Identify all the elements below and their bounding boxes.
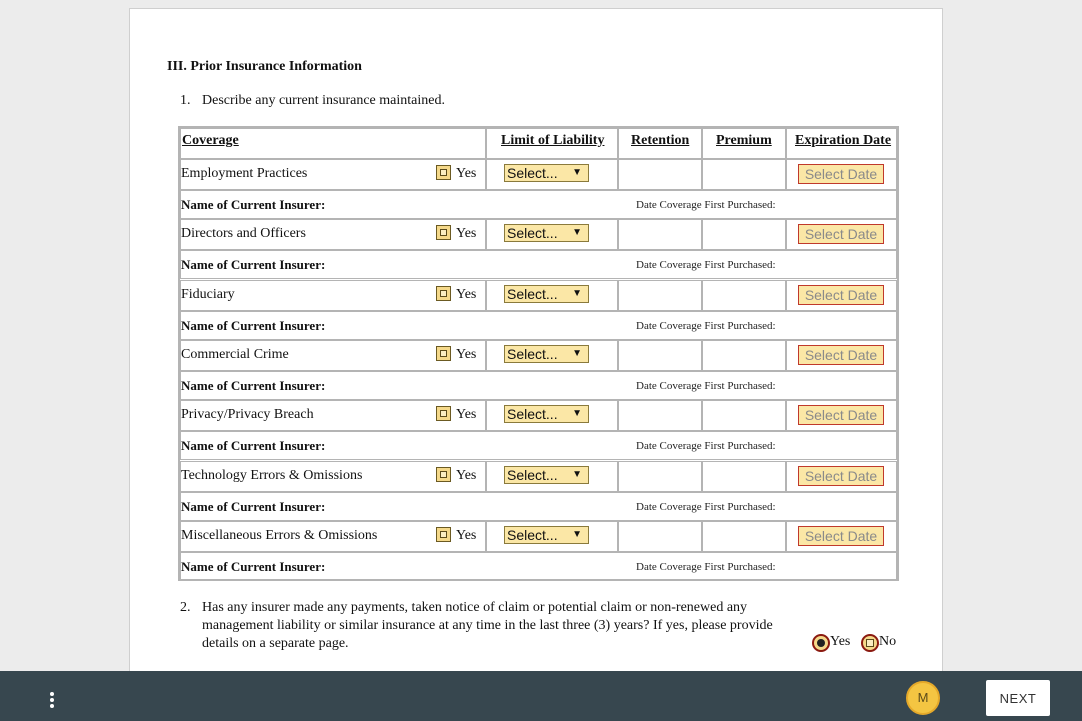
coverage-row-3-col-2 [618, 340, 702, 371]
prior-insurance-table [178, 126, 899, 581]
coverage-label: Privacy/Privacy Breach [181, 407, 314, 422]
radio-no-label: No [879, 634, 897, 649]
chevron-down-icon: ▼ [572, 348, 582, 359]
select-label: Select... [507, 406, 558, 422]
header-coverage: Coverage [182, 133, 239, 148]
coverage-row-4-col-3 [702, 400, 786, 431]
select-label: Select... [507, 286, 558, 302]
expiration-date-picker[interactable]: Select Date [798, 285, 884, 305]
header-cell-premium [702, 128, 786, 159]
header-cell-retention [618, 128, 702, 159]
coverage-label: Miscellaneous Errors & Omissions [181, 528, 378, 543]
coverage-label: Employment Practices [181, 166, 308, 181]
chevron-down-icon: ▼ [572, 529, 582, 540]
more-vert-icon[interactable] [47, 688, 57, 708]
question-1-number: 1. [180, 93, 191, 108]
coverage-yes-checkbox[interactable] [436, 225, 451, 240]
form-page [129, 8, 943, 688]
limit-of-liability-select[interactable] [504, 224, 589, 242]
chevron-down-icon: ▼ [572, 288, 582, 299]
coverage-yes-checkbox[interactable] [436, 286, 451, 301]
select-label: Select... [507, 225, 558, 241]
current-insurer-label: Name of Current Insurer: [181, 438, 326, 453]
coverage-yes-label: Yes [456, 528, 477, 543]
coverage-row-2-col-3 [702, 280, 786, 311]
coverage-yes-label: Yes [456, 226, 477, 241]
current-insurer-label: Name of Current Insurer: [181, 499, 326, 514]
limit-of-liability-select[interactable] [504, 285, 589, 303]
select-label: Select... [507, 527, 558, 543]
limit-of-liability-select[interactable] [504, 466, 589, 484]
coverage-row-6-col-3 [702, 521, 786, 552]
coverage-row-0-col-3 [702, 159, 786, 190]
date-first-purchased-label: Date Coverage First Purchased: [636, 320, 776, 332]
coverage-row-4-col-2 [618, 400, 702, 431]
current-insurer-label: Name of Current Insurer: [181, 318, 326, 333]
chevron-down-icon: ▼ [572, 167, 582, 178]
coverage-row-1-col-2 [618, 219, 702, 250]
coverage-label: Technology Errors & Omissions [181, 468, 363, 483]
chevron-down-icon: ▼ [572, 408, 582, 419]
coverage-yes-checkbox[interactable] [436, 406, 451, 421]
current-insurer-label: Name of Current Insurer: [181, 257, 326, 272]
coverage-yes-checkbox[interactable] [436, 527, 451, 542]
radio-no[interactable] [861, 634, 879, 652]
coverage-row-2-col-2 [618, 280, 702, 311]
next-button[interactable]: NEXT [986, 680, 1050, 716]
header-limit: Limit of Liability [501, 133, 605, 148]
header-premium: Premium [716, 133, 772, 148]
coverage-yes-checkbox[interactable] [436, 165, 451, 180]
coverage-yes-label: Yes [456, 287, 477, 302]
select-label: Select... [507, 467, 558, 483]
header-retention: Retention [631, 133, 690, 148]
date-first-purchased-label: Date Coverage First Purchased: [636, 199, 776, 211]
coverage-yes-label: Yes [456, 347, 477, 362]
chevron-down-icon: ▼ [572, 227, 582, 238]
question-2-number: 2. [180, 600, 191, 615]
coverage-label: Commercial Crime [181, 347, 289, 362]
header-cell-expiration [786, 128, 897, 159]
limit-of-liability-select[interactable] [504, 526, 589, 544]
limit-of-liability-select[interactable] [504, 164, 589, 182]
chevron-down-icon: ▼ [572, 469, 582, 480]
expiration-date-picker[interactable]: Select Date [798, 466, 884, 486]
header-expiration: Expiration Date [795, 133, 892, 148]
expiration-date-picker[interactable]: Select Date [798, 526, 884, 546]
header-cell-limit [486, 128, 618, 159]
date-first-purchased-label: Date Coverage First Purchased: [636, 259, 776, 271]
coverage-label: Fiduciary [181, 287, 235, 302]
section-title: III. Prior Insurance Information [167, 59, 362, 74]
expiration-date-picker[interactable]: Select Date [798, 405, 884, 425]
radio-yes[interactable] [812, 634, 830, 652]
coverage-row-1-col-3 [702, 219, 786, 250]
coverage-yes-label: Yes [456, 166, 477, 181]
coverage-row-0-col-2 [618, 159, 702, 190]
coverage-yes-label: Yes [456, 407, 477, 422]
date-first-purchased-label: Date Coverage First Purchased: [636, 561, 776, 573]
coverage-label: Directors and Officers [181, 226, 306, 241]
user-avatar[interactable]: M [906, 681, 940, 715]
coverage-yes-label: Yes [456, 468, 477, 483]
date-first-purchased-label: Date Coverage First Purchased: [636, 440, 776, 452]
bottom-bar [0, 671, 1082, 721]
question-1-text: Describe any current insurance maintained. [202, 93, 445, 108]
expiration-date-picker[interactable]: Select Date [798, 345, 884, 365]
limit-of-liability-select[interactable] [504, 345, 589, 363]
header-cell-coverage [180, 128, 486, 159]
radio-yes-label: Yes [830, 634, 851, 649]
current-insurer-label: Name of Current Insurer: [181, 378, 326, 393]
coverage-yes-checkbox[interactable] [436, 346, 451, 361]
current-insurer-label: Name of Current Insurer: [181, 559, 326, 574]
coverage-row-5-col-3 [702, 461, 786, 492]
expiration-date-picker[interactable]: Select Date [798, 164, 884, 184]
date-first-purchased-label: Date Coverage First Purchased: [636, 380, 776, 392]
coverage-row-5-col-2 [618, 461, 702, 492]
coverage-row-3-col-3 [702, 340, 786, 371]
question-2-text: Has any insurer made any payments, taken notice of claim or potential claim or non-renewed any management liability or similar insurance at any time in the last three (3) years? If yes, please provide details on a separate page. [202, 600, 773, 651]
question-1 [180, 93, 445, 109]
select-label: Select... [507, 346, 558, 362]
select-label: Select... [507, 165, 558, 181]
date-first-purchased-label: Date Coverage First Purchased: [636, 501, 776, 513]
coverage-row-6-col-2 [618, 521, 702, 552]
coverage-yes-checkbox[interactable] [436, 467, 451, 482]
current-insurer-label: Name of Current Insurer: [181, 197, 326, 212]
question-2 [180, 599, 780, 653]
limit-of-liability-select[interactable] [504, 405, 589, 423]
expiration-date-picker[interactable]: Select Date [798, 224, 884, 244]
